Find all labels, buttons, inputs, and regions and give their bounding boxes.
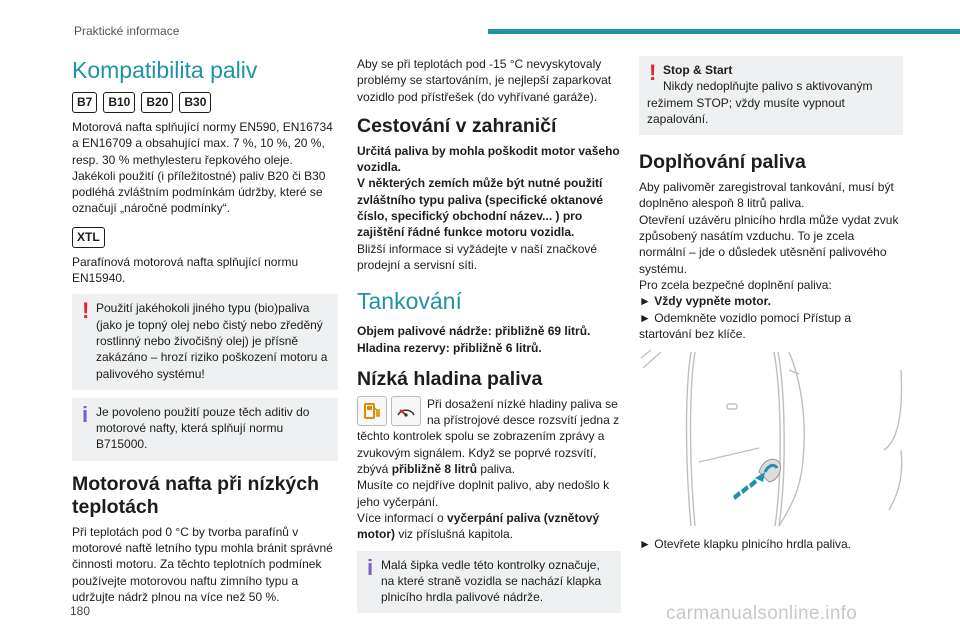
fuel-tags-xtl	[72, 227, 338, 248]
column-2	[357, 56, 621, 621]
warning-icon: !	[82, 298, 90, 324]
section-header: Praktické informace	[74, 24, 180, 38]
fuel-pump-icon	[357, 396, 387, 426]
warning-icon: !	[649, 60, 657, 85]
step-3-text: Otevřete klapku plnicího hrdla paliva.	[654, 537, 852, 552]
column-1	[72, 56, 338, 605]
warning-box-stop-start	[639, 56, 903, 135]
column-3	[639, 56, 903, 552]
title-low-fuel: Nízká hladina paliva	[357, 367, 543, 390]
title-low-temp-diesel: Motorová nafta při nízkých teplotách	[72, 472, 320, 518]
step-3	[639, 536, 903, 552]
paragraph-paraffin: Parafínová motorová nafta splňující normu EN15940.	[72, 254, 299, 286]
bold-fuel-damage: Určitá paliva by mohla poškodit motor vašeho vozidla.	[357, 143, 620, 175]
tag-b7: B7	[72, 92, 97, 113]
step-1-text: Vždy vypněte motor.	[654, 294, 771, 309]
info-box-arrow	[357, 551, 621, 614]
fuel-gauge-icon	[391, 396, 421, 426]
step-2-text: Odemkněte vozidlo pomocí Přístup a startování bez klíče.	[639, 310, 851, 341]
bullet-arrow: ►	[639, 537, 651, 552]
paragraph-refill-soon: Musíte co nejdříve doplnit palivo, aby nedošlo k jeho vyčerpání.	[357, 478, 610, 509]
info-icon: i	[82, 401, 89, 427]
step-2	[639, 310, 903, 343]
fuel-flap-illustration	[639, 350, 904, 528]
info-text: Malá šipka vedle této kontrolky označuje, na které straně vozidla se nachází klapka plnicího hrdla palivové nádrže.	[381, 557, 602, 605]
fuel-tags	[72, 92, 338, 113]
low-fuel-text-c: paliva.	[477, 462, 516, 477]
paragraph-cap-noise: Otevření uzávěru plnicího hrdla může vydat zvuk způsobený nasátím vzduchu. To je zcela normální – jde o důsledek utěsnění palivového systému.	[639, 212, 899, 276]
title-refuelling: Tankování	[357, 288, 462, 315]
more-text-a: Více informací o	[357, 510, 448, 525]
warning-text: Nikdy nedoplňujte palivo s aktivovaným režimem STOP; vždy musíte vypnout zapalování.	[647, 79, 873, 126]
step-1	[639, 293, 903, 309]
info-text: Je povoleno použití pouze těch aditiv do motorové nafty, která splňují normu B715000.	[96, 404, 310, 452]
paragraph-garage: Aby se při teplotách pod -15 °C nevyskytovaly problémy se startováním, je nejlepší zaparkovat vozidlo pod přístřešek (do vyhřívané garáže).	[357, 57, 612, 104]
tag-b10: B10	[103, 92, 135, 113]
paragraph-more-info	[357, 510, 621, 543]
warning-box-biofuel	[72, 294, 338, 389]
paragraph-low-temp: Při teplotách pod 0 °C by tvorba parafínů v motorové naftě letního typu mohla bránit správné činnosti motoru. Za těchto teplotních podmínek používejte motorovou naftu zimního typu a udržujte nádrž plnou na více než 50 %.	[72, 524, 333, 604]
tag-b30: B30	[179, 92, 211, 113]
bold-special-fuel: V některých zemích může být nutné použití zvláštního typu paliva (specifické oktanové číslo, specifický obchodní název... ) pro zajištění řádné funkce motoru vozidla.	[357, 176, 604, 240]
paragraph-diesel-norms: Motorová nafta splňující normy EN590, EN16734 a EN16709 a obsahující max. 7 %, 10 %, 20 %, resp. 30 % methylesteru řepkového oleje. Jakékoli použití (i příležitostné) paliv B20 či B30 podléhá zvláštním podmínkám údržby, které se označují „náročné podmínky“.	[72, 120, 333, 216]
page-number: 180	[70, 604, 91, 618]
low-fuel-text-b: přibližně 8 litrů	[391, 462, 478, 477]
info-icon: i	[367, 554, 374, 580]
low-fuel-section	[357, 396, 621, 477]
bold-tank-capacity: Objem palivové nádrže: přibližně 69 litrů.	[357, 324, 591, 339]
watermark: carmanualsonline.info	[666, 603, 858, 624]
paragraph-dealer-info: Bližší informace si vyžádejte v naší značkové prodejní a servisní síti.	[357, 241, 598, 272]
info-box-additives	[72, 398, 338, 461]
warning-title: Stop & Start	[663, 63, 733, 77]
title-fuel-compatibility: Kompatibilita paliv	[72, 57, 258, 83]
more-text-c: viz příslušná kapitola.	[395, 527, 514, 542]
bullet-arrow: ►	[639, 294, 651, 309]
low-fuel-text-a: Při dosažení nízké hladiny paliva se na přístrojové desce rozsvítí jedna z těchto kontrolek spolu se zobrazením zprávy a zvukovým signálem. Když se poprvé rozsvítí, zbývá	[357, 396, 620, 477]
more-text-b: vyčerpání paliva (vznětový motor)	[357, 510, 600, 542]
title-travel-abroad: Cestování v zahraničí	[357, 114, 557, 137]
header-accent-bar	[488, 29, 960, 34]
bold-reserve-level: Hladina rezervy: přibližně 6 litrů.	[357, 340, 542, 355]
paragraph-min-refill: Aby palivoměr zaregistroval tankování, musí být doplněno alespoň 8 litrů paliva.	[639, 180, 894, 211]
tag-xtl: XTL	[72, 227, 105, 248]
title-refilling: Doplňování paliva	[639, 151, 806, 174]
tag-b20: B20	[141, 92, 173, 113]
warning-text: Použití jakéhokoli jiného typu (bio)paliva (jako je topný olej nebo čistý nebo zředěný rostlinný nebo živočišný olej) je přísně zakázáno – hrozí riziko poškození motoru a palivového systému!	[96, 301, 328, 381]
low-fuel-indicators	[357, 396, 421, 426]
paragraph-safe-refill: Pro zcela bezpečné doplnění paliva:	[639, 277, 832, 292]
bullet-arrow: ►	[639, 310, 651, 325]
